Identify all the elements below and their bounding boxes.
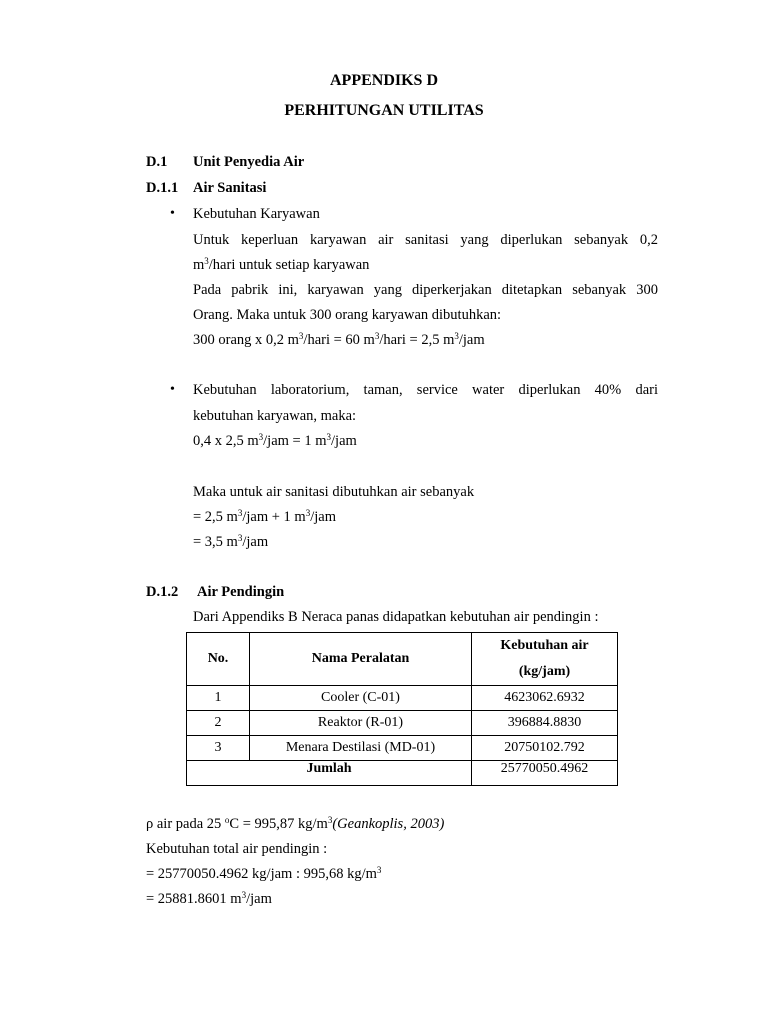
- formula-line: 0,4 x 2,5 $m^3$/jam = 1 $m^3$/jam: [193, 432, 357, 449]
- paragraph-line: Kebutuhan total air pendingin :: [146, 841, 328, 857]
- bullet-marker: •: [170, 206, 175, 221]
- formula-line: = 25770050.4962 kg/jam : 995,68 $kg/m^3$: [146, 865, 382, 882]
- table-row: [187, 711, 618, 736]
- header-water-need: Kebutuhan air (kg/jam): [472, 633, 618, 686]
- paragraph-line: kebutuhan karyawan, maka:: [193, 408, 357, 424]
- appendix-title: APPENDIKS D: [329, 72, 438, 89]
- table-total-row: [187, 761, 618, 786]
- section-heading: Unit Penyedia Air: [193, 154, 305, 170]
- formula-line: = 2,5 $m^3$/jam + 1 $m^3$/jam: [193, 508, 336, 525]
- cell-equipment: Reaktor (R-01): [250, 711, 472, 736]
- table-row: [187, 736, 618, 761]
- cell-no: 3: [187, 736, 250, 761]
- appendix-subtitle: PERHITUNGAN UTILITAS: [284, 102, 484, 119]
- paragraph-line: Dari Appendiks B Neraca panas didapatkan kebutuhan air pendingin :: [193, 609, 599, 625]
- subsection-heading: Air Pendingin: [197, 584, 285, 600]
- subsection-heading: Air Sanitasi: [193, 180, 267, 196]
- paragraph-line: Kebutuhan laboratorium, taman, service water diperlukan 40% dari: [193, 382, 658, 398]
- density-line: ρ air pada 25 $^o$C = 995,87 $kg/m^3(Geankoplis$, 2003): [146, 815, 445, 832]
- cell-value: 20750102.792: [472, 736, 618, 761]
- cell-no: 2: [187, 711, 250, 736]
- paragraph-line: Pada pabrik ini, karyawan yang diperkerjakan ditetapkan sebanyak 300: [193, 282, 658, 298]
- paragraph-line: Untuk keperluan karyawan air sanitasi yang diperlukan sebanyak 0,2: [193, 232, 658, 248]
- table-row: [187, 686, 618, 711]
- paragraph-line: Maka untuk air sanitasi dibutuhkan air sebanyak: [193, 484, 475, 500]
- table-header-row: [187, 633, 618, 686]
- total-value: 25770050.4962: [472, 761, 618, 786]
- cell-value: 4623062.6932: [472, 686, 618, 711]
- total-label: Jumlah: [187, 761, 472, 786]
- paragraph-line: $m^3$/hari untuk setiap karyawan: [193, 256, 370, 273]
- cell-equipment: Menara Destilasi (MD-01): [250, 736, 472, 761]
- cell-no: 1: [187, 686, 250, 711]
- subsection-number: D.1.2: [146, 584, 179, 600]
- formula-line: 300 orang x 0,2 $m^3$/hari = 60 $m^3$/hari = 2,5 $m^3$/jam: [193, 331, 485, 348]
- rho-symbol: ρ: [146, 816, 154, 832]
- paragraph-line: Orang. Maka untuk 300 orang karyawan dibutuhkan:: [193, 307, 502, 323]
- cell-equipment: Cooler (C-01): [250, 686, 472, 711]
- cooling-water-table: [186, 632, 618, 786]
- bullet-marker: •: [170, 382, 175, 397]
- section-number: D.1: [146, 154, 168, 170]
- header-no: No.: [187, 633, 250, 686]
- subsection-number: D.1.1: [146, 180, 179, 196]
- header-equipment: Nama Peralatan: [250, 633, 472, 686]
- cell-value: 396884.8830: [472, 711, 618, 736]
- formula-line: = 3,5 $m^3$/jam: [193, 533, 269, 550]
- citation: (Geankoplis, 2003): [332, 816, 445, 832]
- formula-line: = 25881.8601 $m^3$/jam: [146, 890, 272, 907]
- bullet-heading: Kebutuhan Karyawan: [193, 206, 320, 222]
